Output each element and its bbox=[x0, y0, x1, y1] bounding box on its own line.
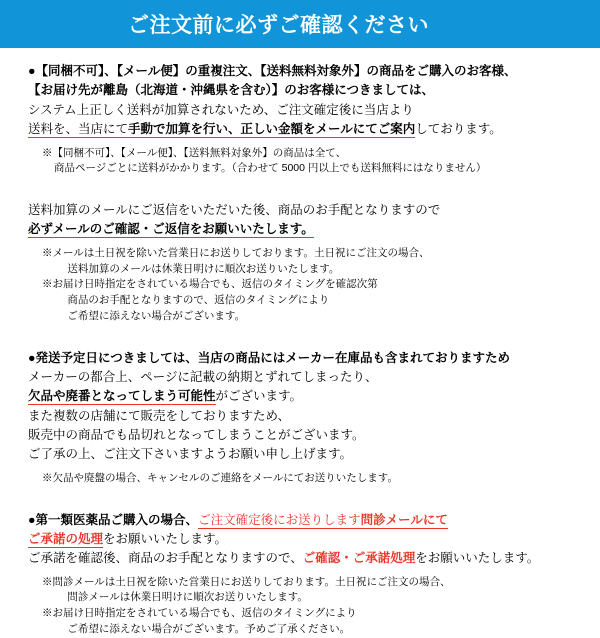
notice-note: 送料加算のメールは休業日明けに順次お送りいたします。 bbox=[54, 262, 340, 275]
page-header bbox=[0, 0, 600, 48]
notice-line: ●発送予定日につきましては、当店の商品にはメーカー在庫品も含まれておりますため bbox=[28, 350, 511, 365]
notice-line bbox=[28, 530, 578, 549]
notice-line: 送料加算のメールにご返信をいただいた後、商品のお手配となりますので bbox=[28, 203, 441, 217]
notice-line-part: 手動で加算を行い、正しい金額をメールにてご案内 bbox=[128, 122, 416, 137]
page-title: ご注文前に必ずご確認ください bbox=[128, 14, 429, 37]
notice-line: ●【同梱不可】、【メール便】の重複注文、【送料無料対象外】の商品をご購入のお客様、 bbox=[28, 64, 517, 78]
section-medicine-questionnaire bbox=[28, 511, 578, 638]
notice-line-part: ご注文確定後にお送りします bbox=[198, 512, 361, 527]
notice-line: メーカーの都合上、ページに記載の納期とずれてしまったり、 bbox=[28, 369, 378, 384]
section-reply-required bbox=[28, 201, 578, 325]
notice-line bbox=[28, 387, 578, 406]
notice-body bbox=[0, 48, 600, 635]
notice-line-part: 問診メールにて bbox=[360, 512, 448, 527]
section-shipping-schedule bbox=[28, 349, 578, 487]
notice-note: 問診メールは休業日明けに順次お送りいたします。 bbox=[54, 591, 308, 604]
notice-note: ※問診メールは土日祝を除いた営業日にお送りしております。土日祝にご注文の場合、 bbox=[42, 575, 451, 588]
notice-line bbox=[28, 511, 578, 530]
notice-line bbox=[28, 220, 578, 239]
notice-line bbox=[28, 549, 578, 568]
notice-line-part: 送料を、当店にて bbox=[28, 122, 129, 137]
notice-line bbox=[28, 120, 578, 139]
notice-line: 【お届け先が離島（北海道・沖縄県を含む）】のお客様につきましては、 bbox=[28, 83, 435, 98]
notice-line: システム上正しく送料が加算されないため、ご注文確定後に当店より bbox=[28, 102, 414, 117]
section-shipping-fee bbox=[28, 62, 578, 177]
notice-line-part: ご確認・ご承諾処理 bbox=[302, 551, 416, 566]
notice-line-part: をお願いいたします。 bbox=[103, 531, 228, 546]
notice-note: 商品ページごとに送料がかかります。（合わせて 5000 円以上でも送料無料にはなりません） bbox=[54, 162, 487, 175]
notice-line-part: 欠品や廃番となってしまう可能性 bbox=[28, 389, 216, 404]
notice-note: ※欠品や廃盤の場合、キャンセルのご連絡をメールにてお送りいたします。 bbox=[42, 471, 398, 484]
notice-line-part: をお願いいたします。 bbox=[415, 551, 540, 566]
notice-line-part: 必ずメールのご確認・ご返信をお願いいたします。 bbox=[28, 222, 314, 237]
notice-note: ご希望に添えない場合がございます。予めご了承ください。 bbox=[54, 622, 351, 635]
notice-note: ※お届け日時指定をされている場合でも、返信のタイミングにより bbox=[42, 607, 357, 620]
notice-line: また複数の店舗にて販売をしておりますため、 bbox=[28, 408, 291, 423]
notice-note: 商品のお手配となりますので、返信のタイミングにより bbox=[54, 294, 330, 306]
notice-line-part: ●第一類医薬品ご購入の場合、 bbox=[28, 512, 199, 527]
notice-line: ご了承の上、ご注文下さいますようお願い申し上げます。 bbox=[28, 447, 353, 462]
notice-note: ご希望に添えない場合がございます。 bbox=[54, 309, 246, 322]
notice-note: ※【同梱不可】、【メール便】、【送料無料対象外】の商品は全て、 bbox=[42, 146, 347, 159]
notice-line-part: がございます。 bbox=[215, 389, 303, 404]
notice-note: ※お届け日時指定をされている場合でも、返信のタイミングを確認次第 bbox=[42, 278, 378, 291]
notice-line-part: ご承諾を確認後、商品のお手配となりますので、 bbox=[28, 551, 303, 566]
notice-note: ※メールは土日祝を除いた営業日にお送りしております。土日祝にご注文の場合、 bbox=[42, 246, 430, 259]
notice-line-part: ご承諾の処理 bbox=[28, 531, 104, 546]
notice-line-part: しております。 bbox=[415, 122, 502, 137]
notice-line: 販売中の商品でも品切れとなってしまうことがございます。 bbox=[28, 428, 365, 442]
